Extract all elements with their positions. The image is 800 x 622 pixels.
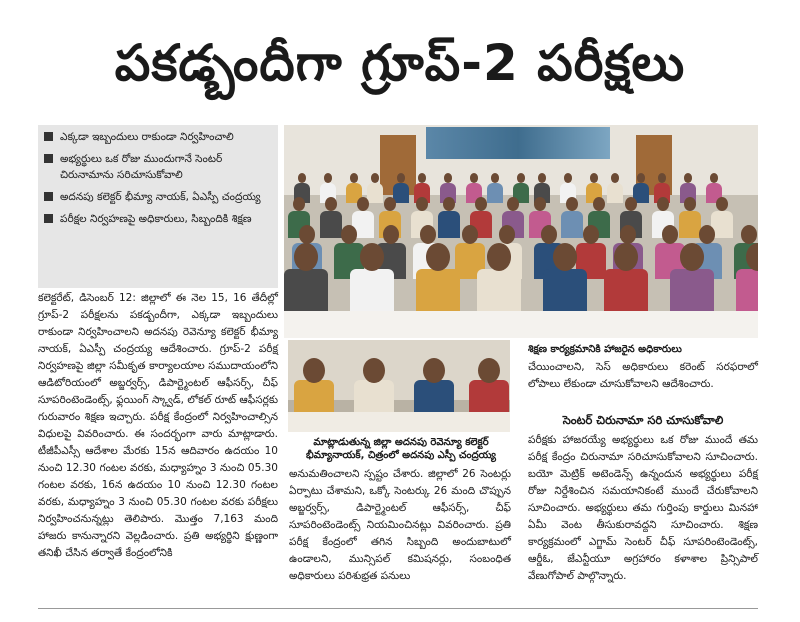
person-head — [293, 197, 305, 211]
headline: పకడ్బందీగా గ్రూప్-2 పరీక్షలు — [114, 34, 686, 92]
person-head — [593, 197, 605, 211]
person-head — [741, 225, 758, 244]
article-column-3-top: చేయించాలని, సెస్ అధికారులు కరెంట్ సరఫరాలో లోపాలు లేకుండా చూసుకోవాలని ఆదేశించారు. — [528, 361, 758, 390]
meeting-photo — [284, 125, 758, 338]
photo-caption: మాట్లాడుతున్న జిల్లా అదనపు రెవెన్యూ కలెక్టర్ భీమ్యానాయక్, చిత్రంలో అదనపు ఎస్పీ చంద్రయ్య — [306, 437, 496, 461]
person-head — [420, 225, 437, 244]
person-figure — [367, 183, 383, 203]
person-head — [541, 225, 558, 244]
highlight-item — [44, 189, 272, 205]
square-bullet-icon — [44, 132, 53, 141]
person-head — [699, 225, 716, 244]
person-head — [475, 197, 487, 211]
person-figure — [438, 211, 460, 238]
highlight-item — [44, 129, 272, 145]
person-head — [325, 197, 337, 211]
person-figure — [561, 211, 583, 238]
person-head — [462, 225, 479, 244]
person-head — [620, 225, 637, 244]
highlight-item — [44, 211, 272, 227]
person-figure — [320, 211, 342, 238]
person-head — [384, 197, 396, 211]
highlights-box — [38, 125, 278, 288]
person-head — [566, 197, 578, 211]
person-head — [341, 225, 358, 244]
square-bullet-icon — [44, 192, 53, 201]
square-bullet-icon — [44, 214, 53, 223]
speaker-photo — [288, 340, 510, 432]
person-head — [553, 243, 577, 271]
person-head — [357, 197, 369, 211]
photo-banner — [426, 127, 610, 159]
square-bullet-icon — [44, 154, 53, 163]
person-head — [426, 243, 450, 271]
person-head — [625, 197, 637, 211]
person-head — [294, 243, 318, 271]
person-head — [583, 225, 600, 244]
person-head — [299, 225, 316, 244]
photo-caption: శిక్షణ కార్యక్రమానికి హాజరైన అధికారులు — [528, 344, 682, 355]
person-head — [360, 243, 384, 271]
person-head — [716, 197, 728, 211]
person-head — [487, 243, 511, 271]
highlight-text: పరీక్షల నిర్వహణపై అధికారులు, సిబ్బందికి శిక్షణ — [60, 213, 252, 225]
person-head — [443, 197, 455, 211]
person-head — [534, 197, 546, 211]
highlight-text: అభ్యర్థులు ఒక రోజు ముందుగానే సెంటర్ చిరునామాను సరిచూసుకోవాలి — [60, 153, 223, 181]
person-head — [499, 225, 516, 244]
person-head — [684, 197, 696, 211]
bottom-rule — [38, 608, 758, 609]
person-head — [662, 225, 679, 244]
article-column-1: కలెక్టరేట్, డిసెంబర్ 12: జిల్లాలో ఈ నెల 15, 16 తేదీల్లో గ్రూప్-2 పరీక్షలను పకడ్బందీగా, ఎక్కడా ఇబ్బందులు రాకుండా నిర్వహించాలని అదనపు రెవెన్యూ కలెక్టర్ భీమ్యా నాయక్, ఏఎస్పీ చంద్రయ్య ఆదేశించారు. గ్రూప్-2 పరీక్ష నిర్వహణపై జిల్లా సమీకృత కార్యాలయాల సముదాయంలోని ఆడిటోరియంలో అబ్జర్వర్స్, డిపార్ట్మెంటల్ ఆఫీసర్స్, చీఫ్ సూపరింటెండెంట్స్, ఫ్లయింగ్ స్క్వాడ్, లోకల్ రూట్ ఆఫీసర్లకు గురువారం శిక్షణ ఇచ్చారు. పరీక్ష కేంద్రంలో నిర్వహించాల్సిన విధులపై వివరించారు. ఈ సందర్భంగా వారు మాట్లాడారు. టీజీపీఎస్సీ ఆదేశాల మేరకు 15న ఆదివారం ఉదయం 10 నుంచి 12.30 గంటల వరకు, మధ్యాహ్నం 3 నుంచి 05.30 గంటల వరకు, 16న ఉదయం 10 నుంచి 12.30 గంటల వరకు, మధ్యాహ్నం 3 నుంచి 05.30 గంటల వరకు పరీక్షలు నిర్వహించనున్నట్లు తెలిపారు. మొత్తం 7,163 మంది హాజరు కానున్నారని వెల్లడించారు. ప్రతి అభ్యర్థిని క్షుణ్ణంగా తనిఖీ చేసిన తర్వాతే కేంద్రంలోనికి — [38, 292, 278, 559]
person-figure — [393, 183, 409, 203]
highlight-item — [44, 151, 272, 183]
person-figure — [607, 183, 623, 203]
person-figure — [487, 183, 503, 203]
photo-table — [284, 311, 758, 338]
article-column-2: అనుమతించాలని స్పష్టం చేశారు. జిల్లాలో 26 సెంటర్లు ఏర్పాటు చేశామని, ఒక్కో సెంటర్కు 26 మంది చొప్పున అబ్జర్వర్స్, డిపార్ట్మెంటల్ ఆఫీసర్స్, చీఫ్ సూపరింటెండెంట్స్ నియమించినట్లు వివరించారు. ప్రతి పరీక్ష కేంద్రంలో తగిన సిబ్బంది అందుబాటులో ఉండాలని, మున్సిపల్ కమిషనర్లు, సంబంధిత అధికారులు పరిశుభ్రత పనులు — [289, 468, 511, 582]
person-head — [383, 225, 400, 244]
highlight-text: అదనపు కలెక్టర్ భీమ్యా నాయక్, ఏఎస్పీ చంద్రయ్య — [60, 191, 261, 203]
person-head — [416, 197, 428, 211]
person-head — [680, 243, 704, 271]
person-figure — [679, 211, 701, 238]
person-head — [614, 243, 638, 271]
photo-table — [288, 412, 510, 432]
article-column-3: పరీక్షకు హాజరయ్యే అభ్యర్థులు ఒక రోజు ముందే తమ పరీక్ష కేంద్రం చిరునామా సరిచూసుకోవాలని సూచించారు. బయో మెట్రిక్ అటెండెన్స్ ఉన్నందున అభ్యర్థులు పరీక్ష రోజు నిర్దేశించిన సమయానికంటే ముందే చేరుకోవాలని సూచించారు. అభ్యర్థులు తమ గుర్తింపు కార్డులు మినహా ఏమీ వెంట తీసుకురావద్దని సూచించారు. శిక్షణ కార్యక్రమంలో ఎగ్జామ్ సెంటర్ చీఫ్ సూపరింటెండెంట్స్, ఆర్డీఓ, జేఎన్టీయూ అగ్రహారం కళాశాల ప్రిన్సిపాల్ వేణుగోపాల్ పాల్గొన్నారు. — [528, 434, 758, 582]
subheading: సెంటర్ చిరునామా సరి చూసుకోవాలి — [562, 413, 724, 427]
highlight-text: ఎక్కడా ఇబ్బందులు రాకుండా నిర్వహించాలి — [60, 131, 234, 143]
person-head — [507, 197, 519, 211]
person-head — [657, 197, 669, 211]
